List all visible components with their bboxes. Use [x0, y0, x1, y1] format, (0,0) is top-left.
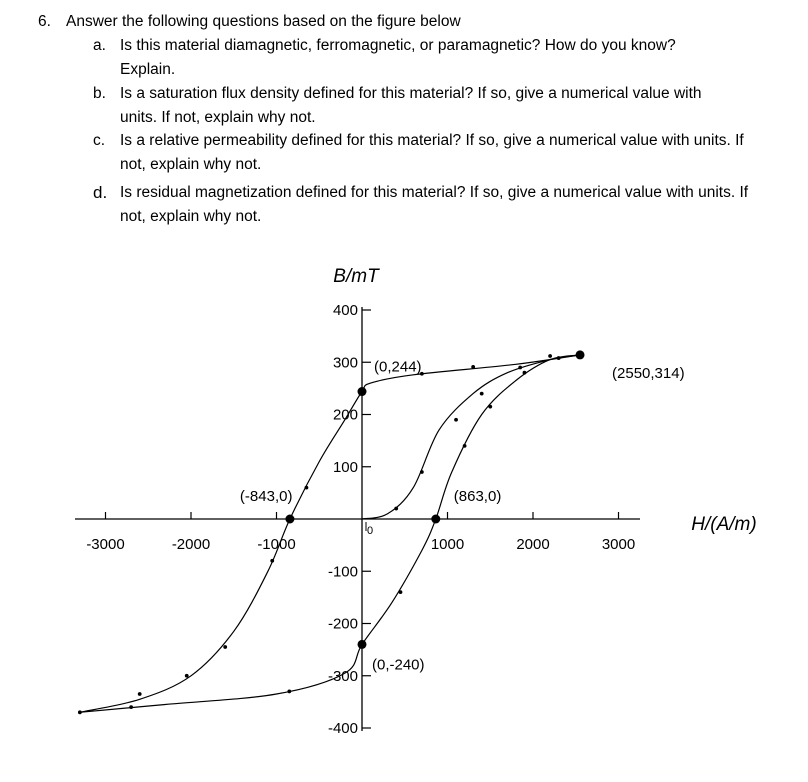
x-tick-label: 2000 — [516, 536, 550, 553]
key-point-marker — [576, 350, 585, 359]
x-tick-label: 1000 — [430, 536, 465, 553]
data-point — [185, 674, 189, 678]
item-letter: c. — [93, 132, 106, 149]
data-point — [305, 486, 309, 490]
item-letter: d. — [93, 183, 108, 202]
data-point — [129, 705, 133, 709]
x-tick-label: -3000 — [86, 536, 125, 553]
key-point-marker — [431, 515, 440, 524]
data-point — [463, 444, 467, 448]
key-point-marker — [358, 387, 367, 396]
point-label: (-843,0) — [239, 488, 293, 505]
y-tick-label: -300 — [327, 667, 358, 685]
y-tick-label: 200 — [332, 406, 358, 424]
point-label: (2550,314) — [612, 364, 685, 382]
x-tick-label: 0 — [366, 525, 374, 537]
key-point-marker — [358, 640, 367, 649]
point-label: (0,244) — [374, 358, 422, 376]
data-point — [557, 356, 561, 360]
key-point-marker — [285, 515, 294, 524]
data-point — [138, 692, 142, 696]
data-point — [518, 366, 522, 370]
data-point — [523, 371, 527, 375]
point-label: (863,0) — [453, 488, 502, 505]
item-text: Is residual magnetization defined for this material? If so, give a numerical value with units. If not, explain why not. — [120, 184, 749, 225]
item-letter: b. — [93, 85, 106, 102]
item-letter: a. — [93, 37, 106, 54]
data-point — [454, 418, 458, 422]
item-text: Is a relative permeability defined for this material? If so, give a numerical value with units. If not, explain why not. — [120, 132, 744, 173]
data-point — [270, 559, 274, 563]
question-prompt: Answer the following questions based on the figure below — [66, 13, 461, 30]
data-point — [399, 590, 403, 594]
point-label: (0,-240) — [372, 656, 425, 674]
chart-points — [78, 350, 585, 714]
chart-curves — [80, 355, 580, 712]
data-point — [223, 645, 227, 649]
data-point — [420, 470, 424, 474]
descending-branch-curve — [80, 355, 580, 712]
y-tick-label: -400 — [327, 720, 358, 737]
data-point — [548, 354, 552, 358]
question-number: 6. — [38, 13, 51, 30]
y-tick-label: 400 — [332, 302, 358, 319]
data-point — [471, 365, 475, 369]
x-tick-label: -1000 — [257, 536, 296, 553]
data-point — [287, 690, 291, 694]
ascending-branch-curve — [80, 355, 580, 712]
data-point — [488, 405, 492, 409]
y-tick-label: -200 — [327, 615, 358, 633]
y-axis-label: B/mT — [333, 266, 379, 287]
data-point — [394, 507, 398, 511]
x-axis-label: H/(A/m) — [691, 514, 757, 535]
data-point — [480, 392, 484, 396]
x-tick-label: 3000 — [601, 536, 636, 553]
y-tick-label: 300 — [332, 354, 358, 372]
item-text: Is this material diamagnetic, ferromagnetic, or paramagnetic? How do you know? Explain. — [120, 37, 676, 78]
chart-labels — [240, 359, 685, 674]
item-text: Is a saturation flux density defined for this material? If so, give a numerical value with units. If not, explain why not. — [120, 85, 702, 126]
y-tick-label: -100 — [327, 563, 358, 581]
x-tick-label: -2000 — [171, 536, 211, 553]
data-point — [78, 710, 82, 714]
y-tick-label: 100 — [332, 458, 358, 476]
